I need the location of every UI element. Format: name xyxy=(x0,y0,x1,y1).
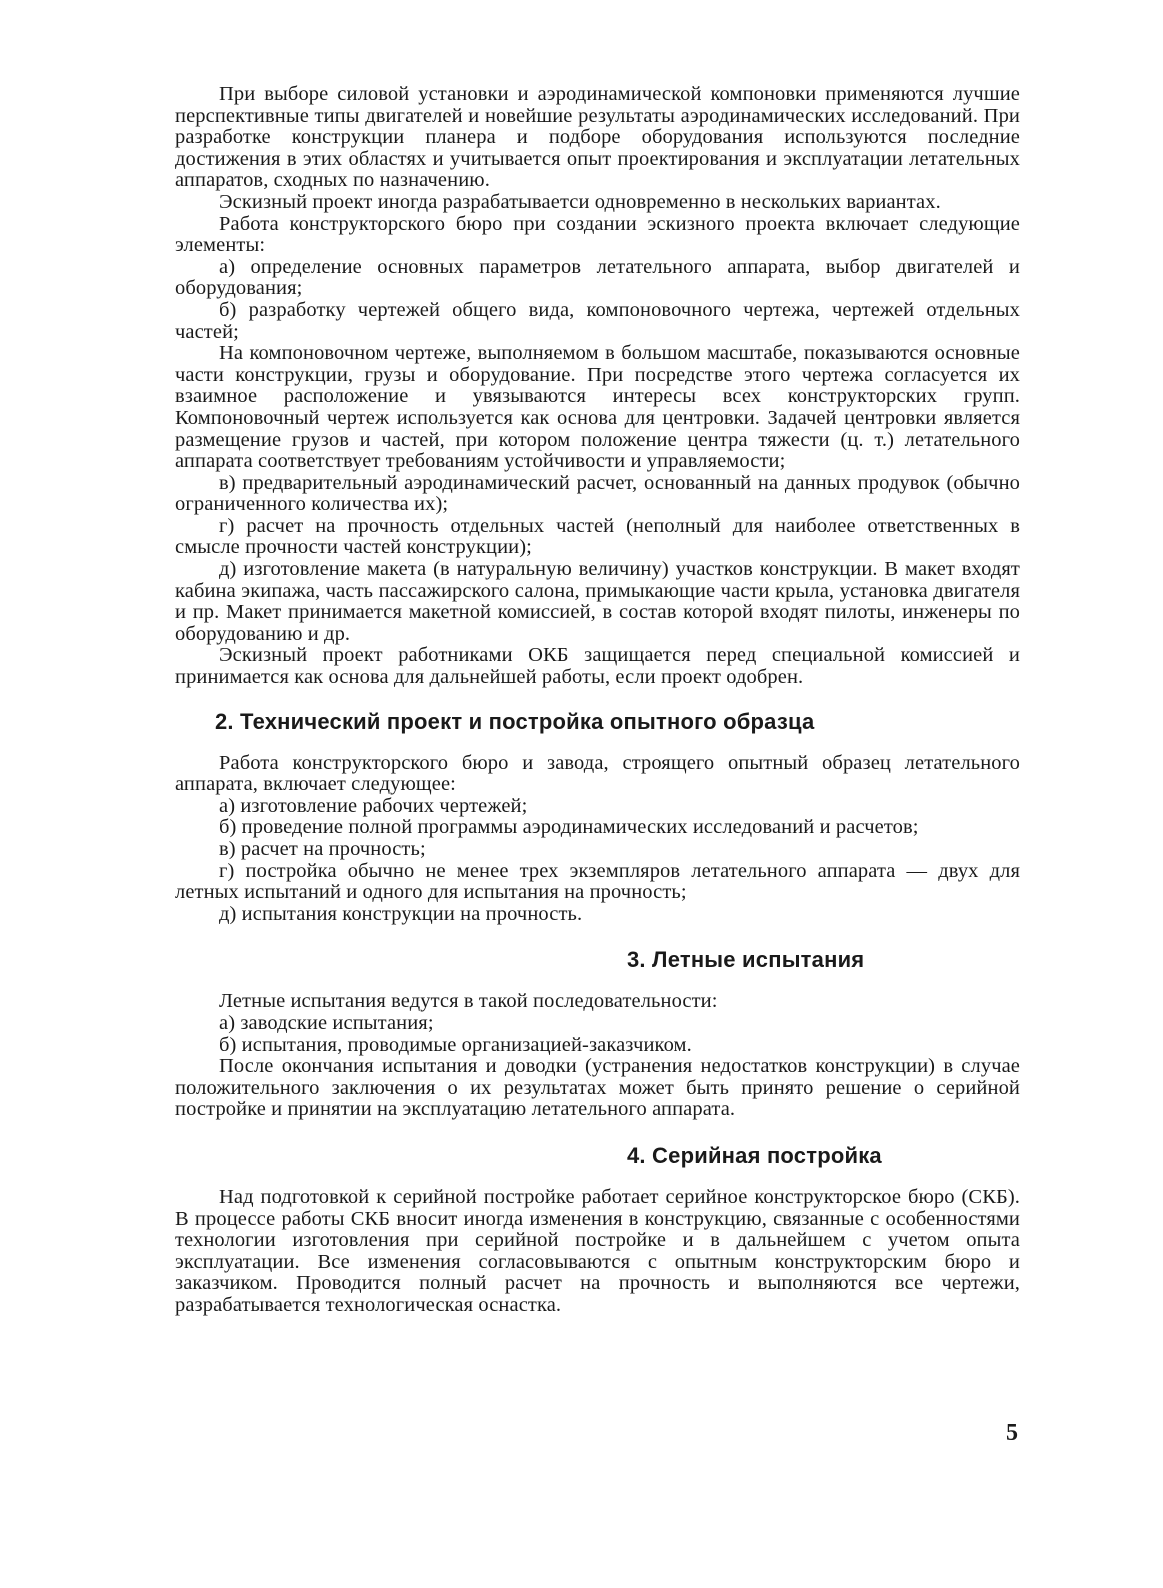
paragraph: Летные испытания ведутся в такой последовательности: xyxy=(219,990,718,1013)
page-body xyxy=(175,84,1020,1317)
list-item: б) разработку чертежей общего вида, компоновочного чертежа, чертежей отдельных частей; xyxy=(175,298,1020,343)
paragraph: После окончания испытания и доводки (устранения недостатков конструкции) в случае положительного заключения о их результатах может быть принято решение о серийной постройке и принятии на эксплуатацию летательного аппарата. xyxy=(175,1055,1020,1121)
list-item: б) проведение полной программы аэродинамических исследований и расчетов; xyxy=(219,816,919,839)
list-item: в) предварительный аэродинамический расчет, основанный на данных продувок (обычно ограниченного количества их); xyxy=(175,471,1020,516)
list-item: г) расчет на прочность отдельных частей (неполный для наиболее ответственных в смысле прочности частей конструкции); xyxy=(175,514,1020,559)
paragraph: Работа конструкторского бюро при создании эскизного проекта включает следующие элементы: xyxy=(175,212,1020,257)
paragraph: Эскизный проект иногда разрабатываетси одновременно в нескольких вариантах. xyxy=(219,190,941,213)
list-item: а) определение основных параметров летательного аппарата, выбор двигателей и оборудования; xyxy=(175,255,1020,300)
page-number: 5 xyxy=(1006,1420,1018,1446)
section-3 xyxy=(175,991,1020,1121)
paragraph: Эскизный проект работниками ОКБ защищается перед специальной комиссией и принимается как основа для дальнейшей работы, если проект одобрен. xyxy=(175,644,1020,689)
list-item: д) изготовление макета (в натуральную величину) участков конструкции. В макет входят кабина экипажа, часть пассажирского салона, примыкающие части крыла, установка двигателя и пр. Макет принимается макетной комиссией, в состав которой входят пилоты, инженеры по оборудованию и др. xyxy=(175,558,1020,645)
list-item: д) испытания конструкции на прочность. xyxy=(219,902,583,925)
section-1 xyxy=(175,84,1020,689)
list-item: б) испытания, проводимые организацией-заказчиком. xyxy=(219,1033,692,1056)
list-item: г) постройка обычно не менее трех экземпляров летательного аппарата — двух для летных испытаний и одного для испытания на прочность; xyxy=(175,859,1020,904)
paragraph: На компоновочном чертеже, выполняемом в большом масштабе, показываются основные части конструкции, грузы и оборудование. При посредстве этого чертежа согласуется их взаимное расположение и увязываются интересы всех конструкторских групп. Компоновочный чертеж используется как основа для центровки. Задачей центровки является размещение грузов и частей, при котором положение центра тяжести (ц. т.) летательного аппарата соответствует требованиям устойчивости и управляемости; xyxy=(175,342,1020,473)
section-2 xyxy=(175,753,1020,926)
list-item: а) изготовление рабочих чертежей; xyxy=(219,794,528,817)
section-heading-2: 2. Технический проект и постройка опытного образца xyxy=(215,708,815,734)
section-heading-3: 3. Летные испытания xyxy=(627,947,865,973)
section-heading-4: 4. Серийная постройка xyxy=(627,1142,882,1168)
list-item: а) заводские испытания; xyxy=(219,1011,434,1034)
list-item: в) расчет на прочность; xyxy=(219,838,426,860)
paragraph: При выборе силовой установки и аэродинамической компоновки применяются лучшие перспективные типы двигателей и новейшие результаты аэродинамических исследований. При разработке конструкции планера и подборе оборудования используются последние достижения в этих областях и учитывается опыт проектирования и эксплуатации летательных аппаратов, сходных по назначению. xyxy=(175,83,1020,192)
section-4 xyxy=(175,1187,1020,1317)
paragraph: Над подготовкой к серийной постройке работает серийное конструкторское бюро (СКБ). В процессе работы СКБ вносит иногда изменения в конструкцию, связанные с особенностями технологии изготовления при серийной постройке и в дальнейшем с учетом опыта эксплуатации. Все изменения согласовываются с опытным конструкторским бюро и заказчиком. Проводится полный расчет на прочность и выполняются все чертежи, разрабатывается технологическая оснастка. xyxy=(175,1185,1020,1316)
paragraph: Работа конструкторского бюро и завода, строящего опытный образец летательного аппарата, включает следующее: xyxy=(175,751,1020,796)
